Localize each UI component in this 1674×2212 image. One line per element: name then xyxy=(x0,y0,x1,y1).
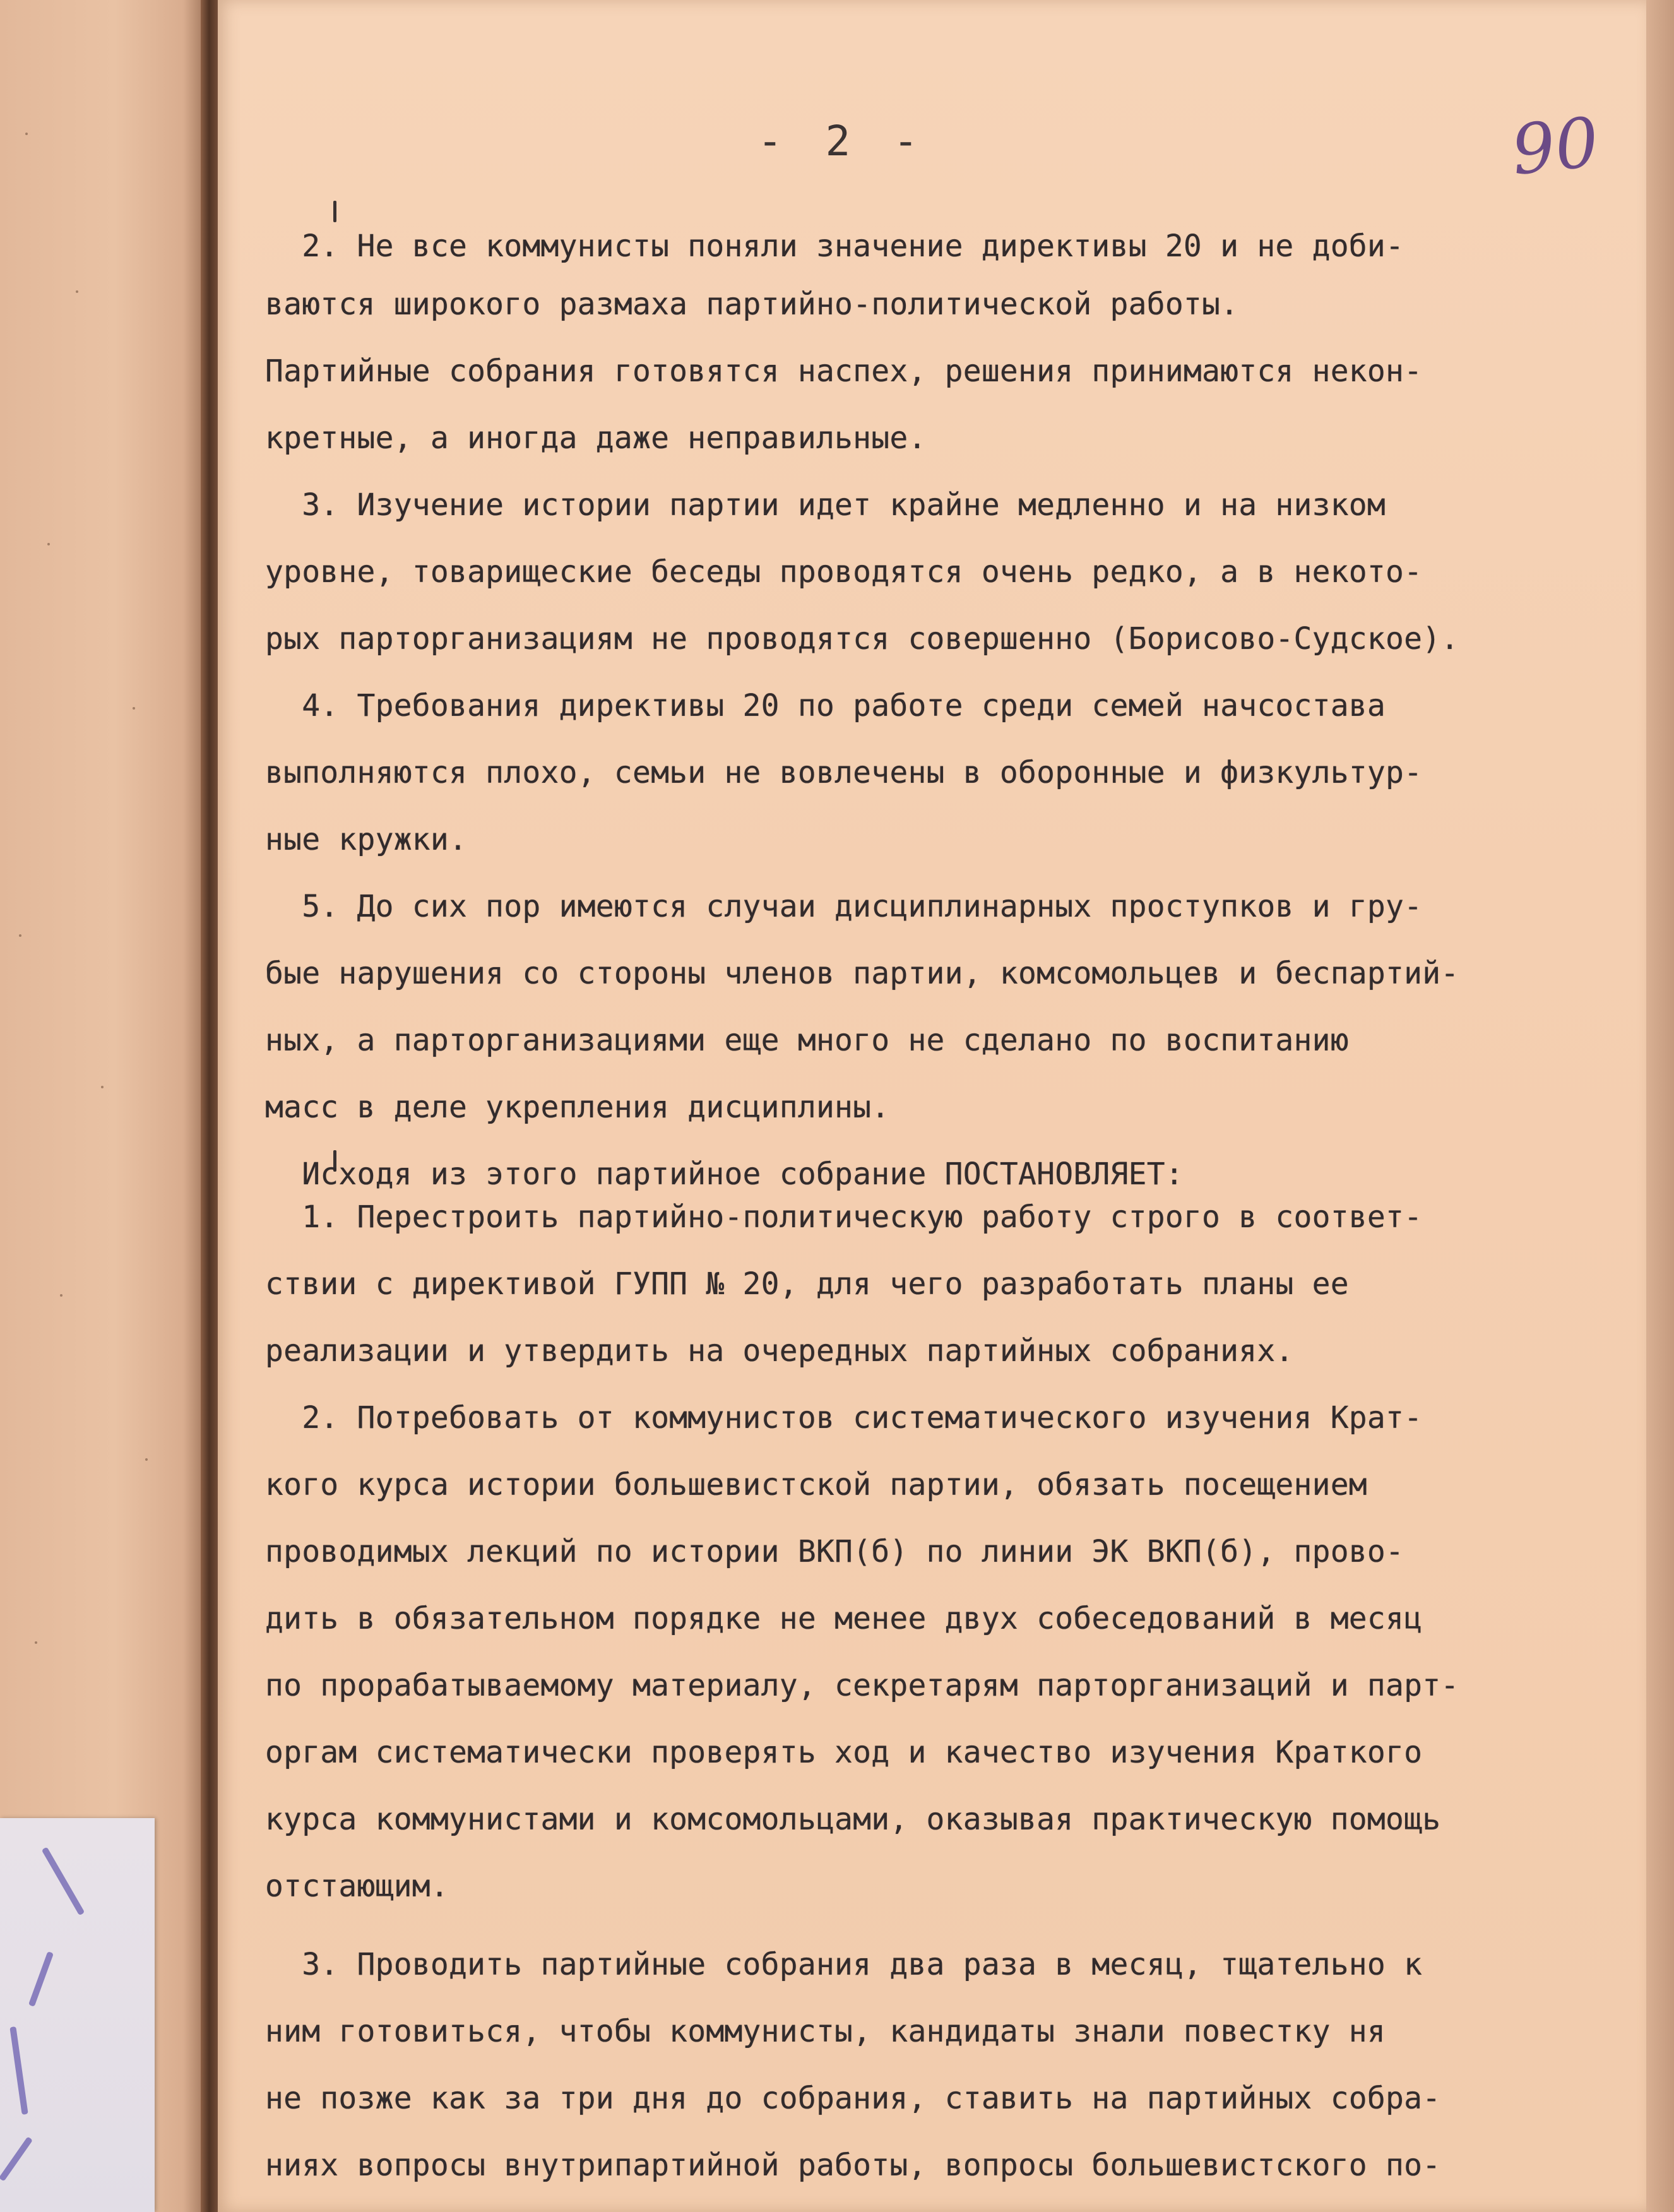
text-line: оргам систематически проверять ход и качество изучения Краткого xyxy=(265,1735,1423,1770)
text-line: уровне, товарищеские беседы проводятся очень редко, а в некото- xyxy=(265,554,1423,590)
typewriter-mark xyxy=(333,201,336,222)
text-line: ним готовиться, чтобы коммунисты, кандидаты знали повестку ня xyxy=(265,2014,1386,2049)
text-line: 2. Не все коммунисты поняли значение директивы 20 и не доби- xyxy=(265,229,1404,264)
previous-page-edge xyxy=(0,0,208,2212)
text-line: 2. Потребовать от коммунистов систематического изучения Крат- xyxy=(265,1400,1423,1436)
text-line: кого курса истории большевистской партии, обязать посещением xyxy=(265,1467,1367,1502)
text-line: не позже как за три дня до собрания, ставить на партийных собра- xyxy=(265,2081,1441,2116)
text-line: 3. Изучение истории партии идет крайне медленно и на низком xyxy=(265,487,1386,523)
binding-gutter xyxy=(201,0,220,2212)
text-line: ные кружки. xyxy=(265,822,468,857)
text-line: курса коммунистами и комсомольцами, оказывая практическую помощь xyxy=(265,1802,1441,1837)
text-line: Партийные собрания готовятся наспех, решения принимаются некон- xyxy=(265,354,1423,389)
text-line: 4. Требования директивы 20 по работе среди семей начсостава xyxy=(265,688,1386,723)
text-line: ных, а парторганизациями еще много не сделано по воспитанию xyxy=(265,1023,1349,1058)
text-line: кретные, а иногда даже неправильные. xyxy=(265,420,927,456)
text-line: 5. До сих пор имеются случаи дисциплинарных проступков и гру- xyxy=(265,889,1423,924)
handwritten-folio-number: 90 xyxy=(1507,103,1603,191)
paper-scrap xyxy=(0,1818,155,2212)
text-line: ствии с директивой ГУПП № 20, для чего разработать планы ее xyxy=(265,1266,1349,1302)
text-line: 3. Проводить партийные собрания два раза в месяц, тщательно к xyxy=(265,1947,1423,1982)
page-number: - 2 - xyxy=(757,117,927,165)
text-line: по прорабатываемому материалу, секретарям парторганизаций и парт- xyxy=(265,1668,1459,1703)
text-line: реализации и утвердить на очередных партийных собраниях. xyxy=(265,1333,1294,1369)
text-line: рых парторганизациям не проводятся совершенно (Борисово-Судское). xyxy=(265,621,1459,657)
text-line: проводимых лекций по истории ВКП(б) по линии ЭК ВКП(б), прово- xyxy=(265,1534,1404,1569)
text-line: бые нарушения со стороны членов партии, комсомольцев и беспартий- xyxy=(265,956,1459,991)
resolution-heading: Исходя из этого партийное собрание ПОСТАНОВЛЯЕТ: xyxy=(265,1157,1184,1192)
text-line: ваются широкого размаха партийно-политической работы. xyxy=(265,287,1239,322)
text-line: 1. Перестроить партийно-политическую работу строго в соответ- xyxy=(265,1199,1423,1235)
text-line: дить в обязательном порядке не менее двух собеседований в месяц xyxy=(265,1601,1423,1636)
page-edge xyxy=(1646,0,1674,2212)
text-line: масс в деле укрепления дисциплины. xyxy=(265,1090,890,1125)
text-line: отстающим. xyxy=(265,1869,449,1904)
text-line: ниях вопросы внутрипартийной работы, вопросы большевистского по- xyxy=(265,2148,1441,2183)
text-line: выполняются плохо, семьи не вовлечены в оборонные и физкультур- xyxy=(265,755,1423,790)
